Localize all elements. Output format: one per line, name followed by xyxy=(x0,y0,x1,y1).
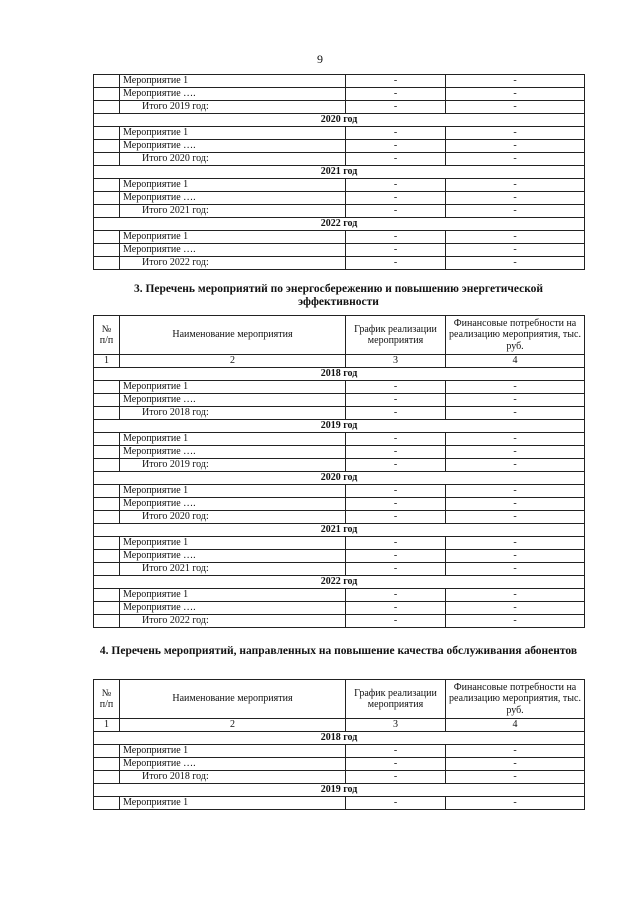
table-row xyxy=(94,394,585,407)
table-row xyxy=(94,589,585,602)
table-row xyxy=(94,758,585,771)
total-label: Итого 2019 год: xyxy=(120,101,346,114)
schedule-cell: - xyxy=(346,550,446,563)
table-row xyxy=(94,75,585,88)
activity-name: Мероприятие 1 xyxy=(120,589,346,602)
schedule-cell: - xyxy=(346,407,446,420)
finance-cell: - xyxy=(446,192,585,205)
header-num: № п/п xyxy=(94,680,120,719)
year-heading: 2022 год xyxy=(94,218,585,231)
schedule-cell: - xyxy=(346,257,446,270)
table-row xyxy=(94,381,585,394)
finance-cell: - xyxy=(446,485,585,498)
row-number xyxy=(94,459,120,472)
row-number xyxy=(94,498,120,511)
year-row xyxy=(94,420,585,433)
activity-name: Мероприятие 1 xyxy=(120,537,346,550)
year-heading: 2018 год xyxy=(94,732,585,745)
row-number xyxy=(94,602,120,615)
table-row xyxy=(94,433,585,446)
column-number: 4 xyxy=(446,719,585,732)
row-number xyxy=(94,127,120,140)
row-number xyxy=(94,615,120,628)
schedule-cell: - xyxy=(346,394,446,407)
header-finance: Финансовые потребности на реализацию мероприятия, тыс. руб. xyxy=(446,680,585,719)
row-number xyxy=(94,511,120,524)
schedule-cell: - xyxy=(346,101,446,114)
total-label: Итого 2019 год: xyxy=(120,459,346,472)
total-row xyxy=(94,511,585,524)
year-heading: 2022 год xyxy=(94,576,585,589)
schedule-cell: - xyxy=(346,459,446,472)
total-label: Итого 2018 год: xyxy=(120,771,346,784)
schedule-cell: - xyxy=(346,485,446,498)
schedule-cell: - xyxy=(346,433,446,446)
finance-cell: - xyxy=(446,127,585,140)
table-body xyxy=(94,75,585,270)
finance-cell: - xyxy=(446,615,585,628)
year-row xyxy=(94,732,585,745)
row-number xyxy=(94,231,120,244)
row-number xyxy=(94,179,120,192)
total-row xyxy=(94,771,585,784)
table-row xyxy=(94,88,585,101)
header-row xyxy=(94,680,585,719)
schedule-cell: - xyxy=(346,88,446,101)
year-row xyxy=(94,368,585,381)
year-row xyxy=(94,576,585,589)
total-row xyxy=(94,459,585,472)
section-3-title: 3. Перечень мероприятий по энергосбережению и повышению энергетической эффективности xyxy=(133,283,544,309)
total-row xyxy=(94,101,585,114)
finance-cell: - xyxy=(446,550,585,563)
finance-cell: - xyxy=(446,407,585,420)
table-body xyxy=(94,316,585,628)
total-label: Итого 2020 год: xyxy=(120,511,346,524)
table-continued xyxy=(93,74,585,270)
activity-name: Мероприятие 1 xyxy=(120,127,346,140)
column-number: 4 xyxy=(446,355,585,368)
column-numbers-row xyxy=(94,719,585,732)
schedule-cell: - xyxy=(346,511,446,524)
row-number xyxy=(94,381,120,394)
row-number xyxy=(94,563,120,576)
table-row xyxy=(94,179,585,192)
finance-cell: - xyxy=(446,511,585,524)
year-heading: 2020 год xyxy=(94,472,585,485)
row-number xyxy=(94,257,120,270)
schedule-cell: - xyxy=(346,140,446,153)
finance-cell: - xyxy=(446,563,585,576)
table-row xyxy=(94,797,585,810)
row-number xyxy=(94,797,120,810)
schedule-cell: - xyxy=(346,615,446,628)
activity-name: Мероприятие 1 xyxy=(120,485,346,498)
table-row xyxy=(94,140,585,153)
table-body xyxy=(94,680,585,810)
finance-cell: - xyxy=(446,602,585,615)
schedule-cell: - xyxy=(346,205,446,218)
total-label: Итого 2020 год: xyxy=(120,153,346,166)
schedule-cell: - xyxy=(346,153,446,166)
row-number xyxy=(94,537,120,550)
column-numbers-row xyxy=(94,355,585,368)
year-row xyxy=(94,166,585,179)
row-number xyxy=(94,407,120,420)
row-number xyxy=(94,88,120,101)
activity-name: Мероприятие …. xyxy=(120,602,346,615)
activity-name: Мероприятие 1 xyxy=(120,381,346,394)
schedule-cell: - xyxy=(346,745,446,758)
finance-cell: - xyxy=(446,205,585,218)
year-row xyxy=(94,524,585,537)
activity-name: Мероприятие 1 xyxy=(120,179,346,192)
row-number xyxy=(94,140,120,153)
header-name: Наименование мероприятия xyxy=(120,680,346,719)
section-4-title: 4. Перечень мероприятий, направленных на повышение качества обслуживания абонентов xyxy=(99,645,578,657)
total-label: Итого 2021 год: xyxy=(120,205,346,218)
finance-cell: - xyxy=(446,797,585,810)
total-label: Итого 2022 год: xyxy=(120,257,346,270)
table-section-3 xyxy=(93,315,585,628)
schedule-cell: - xyxy=(346,192,446,205)
activity-name: Мероприятие 1 xyxy=(120,75,346,88)
table-row xyxy=(94,498,585,511)
finance-cell: - xyxy=(446,589,585,602)
column-number: 3 xyxy=(346,719,446,732)
total-row xyxy=(94,205,585,218)
schedule-cell: - xyxy=(346,231,446,244)
header-finance: Финансовые потребности на реализацию мероприятия, тыс. руб. xyxy=(446,316,585,355)
column-number: 3 xyxy=(346,355,446,368)
finance-cell: - xyxy=(446,537,585,550)
schedule-cell: - xyxy=(346,179,446,192)
year-heading: 2019 год xyxy=(94,420,585,433)
table-row xyxy=(94,127,585,140)
row-number xyxy=(94,446,120,459)
total-row xyxy=(94,257,585,270)
table-row xyxy=(94,192,585,205)
header-num: № п/п xyxy=(94,316,120,355)
row-number xyxy=(94,485,120,498)
finance-cell: - xyxy=(446,381,585,394)
table-row xyxy=(94,537,585,550)
finance-cell: - xyxy=(446,153,585,166)
year-row xyxy=(94,114,585,127)
table-row xyxy=(94,745,585,758)
activity-name: Мероприятие …. xyxy=(120,498,346,511)
row-number xyxy=(94,75,120,88)
finance-cell: - xyxy=(446,394,585,407)
row-number xyxy=(94,433,120,446)
header-row xyxy=(94,316,585,355)
total-row xyxy=(94,407,585,420)
row-number xyxy=(94,771,120,784)
year-heading: 2021 год xyxy=(94,524,585,537)
table-row xyxy=(94,602,585,615)
schedule-cell: - xyxy=(346,563,446,576)
table-row xyxy=(94,446,585,459)
activity-name: Мероприятие …. xyxy=(120,446,346,459)
activity-name: Мероприятие …. xyxy=(120,192,346,205)
schedule-cell: - xyxy=(346,75,446,88)
year-heading: 2019 год xyxy=(94,784,585,797)
row-number xyxy=(94,153,120,166)
total-row xyxy=(94,153,585,166)
year-heading: 2021 год xyxy=(94,166,585,179)
year-row xyxy=(94,218,585,231)
activity-name: Мероприятие 1 xyxy=(120,745,346,758)
year-heading: 2018 год xyxy=(94,368,585,381)
row-number xyxy=(94,101,120,114)
total-label: Итого 2018 год: xyxy=(120,407,346,420)
table-row xyxy=(94,244,585,257)
year-row xyxy=(94,784,585,797)
activity-name: Мероприятие …. xyxy=(120,140,346,153)
schedule-cell: - xyxy=(346,589,446,602)
header-schedule: График реализации мероприятия xyxy=(346,316,446,355)
schedule-cell: - xyxy=(346,537,446,550)
header-name: Наименование мероприятия xyxy=(120,316,346,355)
schedule-cell: - xyxy=(346,381,446,394)
finance-cell: - xyxy=(446,88,585,101)
column-number: 2 xyxy=(120,719,346,732)
table-row xyxy=(94,231,585,244)
table-row xyxy=(94,485,585,498)
total-label: Итого 2022 год: xyxy=(120,615,346,628)
activity-name: Мероприятие 1 xyxy=(120,433,346,446)
activity-name: Мероприятие …. xyxy=(120,394,346,407)
finance-cell: - xyxy=(446,75,585,88)
total-label: Итого 2021 год: xyxy=(120,563,346,576)
finance-cell: - xyxy=(446,179,585,192)
row-number xyxy=(94,589,120,602)
activity-name: Мероприятие …. xyxy=(120,758,346,771)
finance-cell: - xyxy=(446,459,585,472)
activity-name: Мероприятие …. xyxy=(120,244,346,257)
schedule-cell: - xyxy=(346,797,446,810)
activity-name: Мероприятие 1 xyxy=(120,231,346,244)
total-row xyxy=(94,615,585,628)
activity-name: Мероприятие …. xyxy=(120,88,346,101)
finance-cell: - xyxy=(446,745,585,758)
column-number: 1 xyxy=(94,355,120,368)
row-number xyxy=(94,745,120,758)
schedule-cell: - xyxy=(346,446,446,459)
table-row xyxy=(94,550,585,563)
schedule-cell: - xyxy=(346,771,446,784)
column-number: 1 xyxy=(94,719,120,732)
finance-cell: - xyxy=(446,244,585,257)
year-heading: 2020 год xyxy=(94,114,585,127)
schedule-cell: - xyxy=(346,602,446,615)
year-row xyxy=(94,472,585,485)
row-number xyxy=(94,394,120,407)
row-number xyxy=(94,244,120,257)
finance-cell: - xyxy=(446,433,585,446)
table-section-4 xyxy=(93,679,585,810)
activity-name: Мероприятие …. xyxy=(120,550,346,563)
activity-name: Мероприятие 1 xyxy=(120,797,346,810)
row-number xyxy=(94,758,120,771)
schedule-cell: - xyxy=(346,244,446,257)
finance-cell: - xyxy=(446,771,585,784)
finance-cell: - xyxy=(446,446,585,459)
page-number: 9 xyxy=(317,52,323,66)
schedule-cell: - xyxy=(346,758,446,771)
finance-cell: - xyxy=(446,101,585,114)
row-number xyxy=(94,192,120,205)
header-schedule: График реализации мероприятия xyxy=(346,680,446,719)
finance-cell: - xyxy=(446,257,585,270)
schedule-cell: - xyxy=(346,127,446,140)
finance-cell: - xyxy=(446,758,585,771)
total-row xyxy=(94,563,585,576)
schedule-cell: - xyxy=(346,498,446,511)
row-number xyxy=(94,550,120,563)
finance-cell: - xyxy=(446,231,585,244)
finance-cell: - xyxy=(446,140,585,153)
finance-cell: - xyxy=(446,498,585,511)
column-number: 2 xyxy=(120,355,346,368)
row-number xyxy=(94,205,120,218)
